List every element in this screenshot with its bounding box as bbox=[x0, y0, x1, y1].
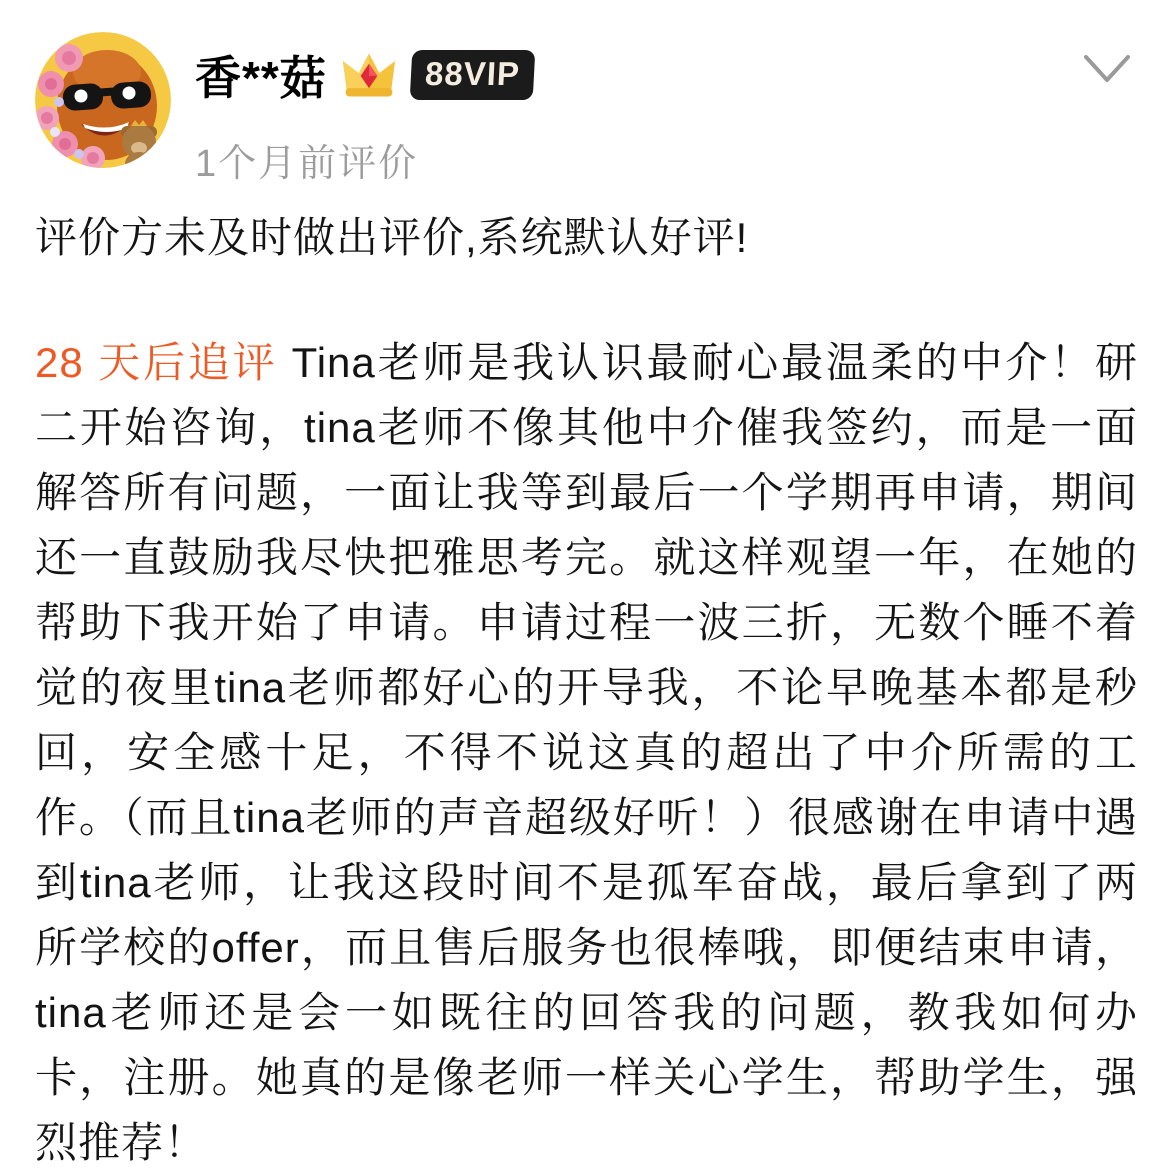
vip-badge: 88VIP bbox=[410, 50, 536, 100]
avatar-image bbox=[35, 32, 171, 168]
append-review-paragraph bbox=[35, 330, 1138, 1175]
crown-icon bbox=[341, 49, 397, 101]
append-review-text: Tina老师是我认识最耐心最温柔的中介！研二开始咨询，tina老师不像其他中介催我签约，而是一面解答所有问题，一面让我等到最后一个学期再申请，期间还一直鼓励我尽快把雅思考完。就这样观望一年，在她的帮助下我开始了申请。申请过程一波三折，无数个睡不着觉的夜里tina老师都好心的开导我，不论早晚基本都是秒回，安全感十足，不得不说这真的超出了中介所需的工作。（而且tina老师的声音超级好听！）很感谢在申请中遇到tina老师，让我这段时间不是孤军奋战，最后拿到了两所学校的offer，而且售后服务也很棒哦，即便结束申请，tina老师还是会一如既往的回答我的问题，教我如何办卡，注册。她真的是像老师一样关心学生，帮助学生，强烈推荐！ bbox=[35, 339, 1138, 1166]
system-default-note: 评价方未及时做出评价,系统默认好评! bbox=[35, 214, 749, 261]
review-header bbox=[35, 32, 1135, 185]
name-row bbox=[195, 42, 534, 108]
username[interactable]: 香**菇 bbox=[195, 52, 327, 104]
review-timestamp: 1个月前评价 bbox=[195, 143, 419, 185]
append-review-label: 28 天后追评 bbox=[35, 339, 278, 386]
avatar[interactable] bbox=[35, 32, 171, 168]
header-info bbox=[195, 42, 534, 187]
chevron-down-icon[interactable] bbox=[1083, 54, 1131, 84]
review-body bbox=[35, 172, 1138, 1175]
